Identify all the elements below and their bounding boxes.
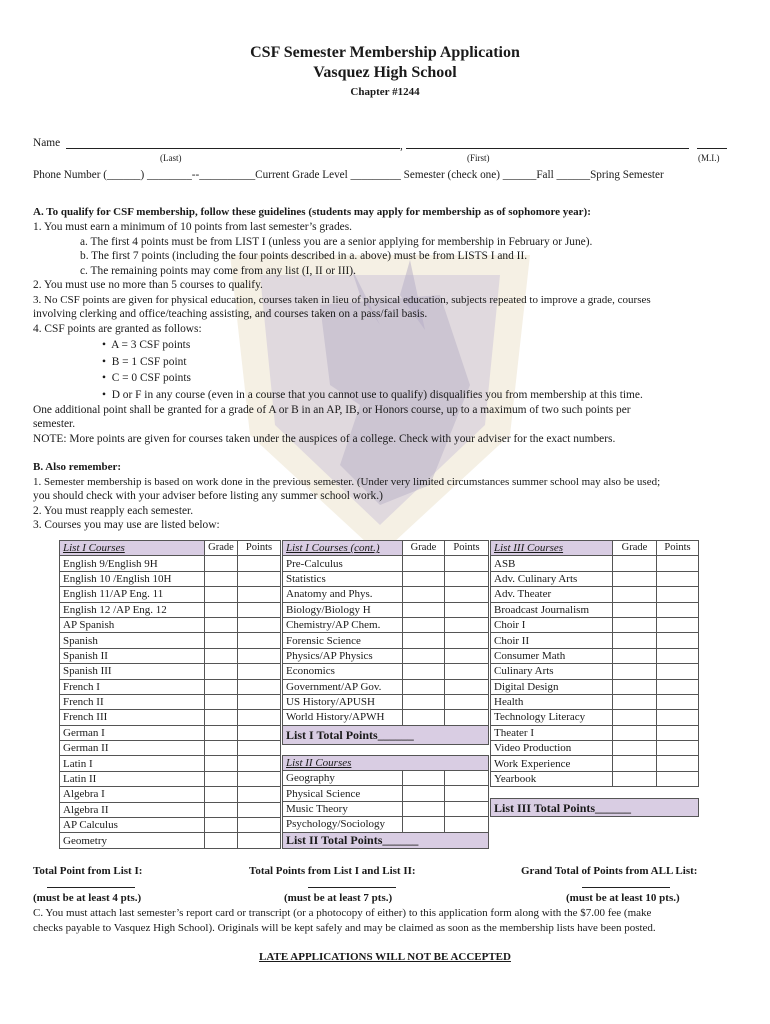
section-a-line-2: 2. You must use no more than 5 courses to qualify. [33, 279, 263, 291]
table-row [491, 725, 699, 740]
list-1-points-cell[interactable] [238, 833, 281, 848]
list-3-points-cell[interactable] [657, 679, 699, 694]
grade-column-header: Grade [613, 541, 657, 556]
list-1-course: German II [60, 741, 205, 756]
table-row [60, 833, 281, 848]
table-row [283, 679, 489, 694]
list-3-points-cell[interactable] [657, 587, 699, 602]
grade-df-text: D or F in any course (even in a course that you cannot use to qualify) disqualifies you from membership at this time. [111, 389, 643, 401]
chapter-number: Chapter #1244 [350, 86, 420, 98]
grade-a-text: A = 3 CSF points [111, 339, 191, 351]
section-c-line-2: checks payable to Vasquez High School). Originals will be kept safely and may be claimed as soon as the membership lists have been posted. [33, 922, 656, 934]
table-row [60, 818, 281, 833]
list-1-cont-points-cell[interactable] [445, 602, 489, 617]
points-column-header: Points [238, 541, 281, 556]
table-row [491, 710, 699, 725]
list-3-grade-cell[interactable] [613, 725, 657, 740]
list-1-course: English 12 /AP Eng. 12 [60, 602, 205, 617]
list-1-grade-cell[interactable] [205, 741, 238, 756]
list-3-course: Work Experience [491, 756, 613, 771]
list-2-points-cell[interactable] [445, 771, 489, 786]
form-title: CSF Semester Membership Application [250, 44, 520, 61]
list-1-course: Latin I [60, 756, 205, 771]
list-1-points-cell[interactable] [238, 787, 281, 802]
list-1-cont-grade-cell[interactable] [403, 664, 445, 679]
table-row [60, 602, 281, 617]
list-1-2-minimum: (must be at least 7 pts.) [284, 892, 393, 904]
table-row [491, 617, 699, 632]
total-list-1-field[interactable] [47, 887, 135, 888]
list-3-grade-cell[interactable] [613, 617, 657, 632]
list-2-course: Psychology/Sociology [283, 817, 403, 832]
first-name-caption: (First) [467, 153, 490, 163]
list-3-course: Health [491, 694, 613, 709]
list-1-points-cell[interactable] [238, 741, 281, 756]
list-2-grade-cell[interactable] [403, 817, 445, 832]
table-row [60, 664, 281, 679]
list-3-points-cell[interactable] [657, 771, 699, 786]
list-3-points-cell[interactable] [657, 571, 699, 586]
list-1b-2-table [282, 540, 489, 849]
list-1-cont-points-cell[interactable] [445, 587, 489, 602]
list-1-points-cell[interactable] [238, 633, 281, 648]
list-1-grade-cell[interactable] [205, 725, 238, 740]
list-3-points-cell[interactable] [657, 694, 699, 709]
list-3-course: Adv. Theater [491, 587, 613, 602]
list-1-cont-points-cell[interactable] [445, 617, 489, 632]
list-1-grade-cell[interactable] [205, 818, 238, 833]
section-a-line-3-cont: involving clerking and office/teaching assisting, and courses taken on a pass/fail basis. [33, 308, 428, 320]
table-row [60, 802, 281, 817]
name-label: Name [33, 137, 61, 149]
list-2-grade-cell[interactable] [403, 786, 445, 801]
table-row [491, 664, 699, 679]
section-b-line-3: 3. Courses you may use are listed below: [33, 519, 220, 531]
table-row [491, 571, 699, 586]
list-1-grade-cell[interactable] [205, 679, 238, 694]
list-1-cont-course: Chemistry/AP Chem. [283, 617, 403, 632]
list-3-points-cell[interactable] [657, 556, 699, 571]
list-1-course: French II [60, 694, 205, 709]
grade-c-text: C = 0 CSF points [111, 372, 191, 384]
section-a-line-1a: a. The first 4 points must be from LIST I (unless you are a senior applying for membership in February or June). [80, 236, 593, 248]
list-1-grade-cell[interactable] [205, 664, 238, 679]
list-1-cont-grade-cell[interactable] [403, 633, 445, 648]
table-row [60, 648, 281, 663]
list-1-grade-cell[interactable] [205, 833, 238, 848]
section-a-line-3: 3. No CSF points are given for physical education, courses taken in lieu of physical education, subjects repeated to improve a grade, courses [33, 294, 651, 306]
table-row [283, 556, 489, 571]
list-3-grade-cell[interactable] [613, 633, 657, 648]
table-row [283, 771, 489, 786]
middle-initial-caption: (M.I.) [698, 153, 720, 163]
list-2-points-cell[interactable] [445, 786, 489, 801]
list-1-grade-cell[interactable] [205, 694, 238, 709]
points-column-header: Points [657, 541, 699, 556]
list-1-cont-grade-cell[interactable] [403, 571, 445, 586]
list-1-course: Spanish [60, 633, 205, 648]
list-1-cont-grade-cell[interactable] [403, 694, 445, 709]
list-1-cont-course: Anatomy and Phys. [283, 587, 403, 602]
list-1-grade-cell[interactable] [205, 802, 238, 817]
table-row [283, 694, 489, 709]
list-1-points-cell[interactable] [238, 664, 281, 679]
list-1-course: Spanish II [60, 648, 205, 663]
points-column-header: Points [445, 541, 489, 556]
list-3-grade-cell[interactable] [613, 556, 657, 571]
list-2-course: Geography [283, 771, 403, 786]
list-3-points-cell[interactable] [657, 633, 699, 648]
list-1-points-cell[interactable] [238, 756, 281, 771]
table-row [283, 786, 489, 801]
list-1-cont-points-cell[interactable] [445, 664, 489, 679]
note-line: NOTE: More points are given for courses taken under the auspices of a college. Check with your adviser for the exact numbers. [33, 433, 616, 445]
table-row [60, 633, 281, 648]
table-row [60, 710, 281, 725]
list-3-points-cell[interactable] [657, 725, 699, 740]
list-3-grade-cell[interactable] [613, 648, 657, 663]
table-row [491, 587, 699, 602]
list-3-table [490, 540, 699, 817]
list-1-cont-course: US History/APUSH [283, 694, 403, 709]
list-1-cont-points-cell[interactable] [445, 694, 489, 709]
section-b-line-2: 2. You must reapply each semester. [33, 505, 194, 517]
list-3-points-cell[interactable] [657, 648, 699, 663]
list-1-grade-cell[interactable] [205, 602, 238, 617]
grade-a-bullet: • A = 3 CSF points [102, 339, 191, 351]
list-3-header: List III Courses [491, 541, 613, 556]
list-3-total[interactable]: List III Total Points______ [491, 799, 699, 817]
list-3-course: Broadcast Journalism [491, 602, 613, 617]
list-1-points-cell[interactable] [238, 679, 281, 694]
list-1-grade-cell[interactable] [205, 771, 238, 786]
list-1-points-cell[interactable] [238, 694, 281, 709]
table-row [60, 725, 281, 740]
table-row [283, 817, 489, 832]
list-1-course: English 9/English 9H [60, 556, 205, 571]
table-row [60, 694, 281, 709]
list-3-course: Adv. Culinary Arts [491, 571, 613, 586]
table-row [491, 633, 699, 648]
list-3-points-cell[interactable] [657, 741, 699, 756]
list-1-cont-points-cell[interactable] [445, 556, 489, 571]
grade-c-bullet: • C = 0 CSF points [102, 372, 191, 384]
list-1-grade-cell[interactable] [205, 648, 238, 663]
list-1-grade-cell[interactable] [205, 756, 238, 771]
list-1-cont-grade-cell[interactable] [403, 648, 445, 663]
section-b-heading: B. Also remember: [33, 461, 122, 473]
grade-b-bullet: • B = 1 CSF point [102, 356, 187, 368]
section-c-line-1: C. You must attach last semester’s report card or transcript (or a photocopy of either) to this application form along with the $7.00 fee (make [33, 907, 652, 919]
list-3-grade-cell[interactable] [613, 679, 657, 694]
list-1-course: German I [60, 725, 205, 740]
list-1-cont-course: Statistics [283, 571, 403, 586]
list-1-grade-cell[interactable] [205, 617, 238, 632]
list-3-grade-cell[interactable] [613, 664, 657, 679]
list-1-points-cell[interactable] [238, 725, 281, 740]
table-row [283, 617, 489, 632]
table-row [491, 602, 699, 617]
list-3-grade-cell[interactable] [613, 587, 657, 602]
list-1-cont-points-cell[interactable] [445, 571, 489, 586]
list-1-cont-grade-cell[interactable] [403, 556, 445, 571]
table-row [491, 679, 699, 694]
table-row [60, 556, 281, 571]
list-1-course: Spanish III [60, 664, 205, 679]
list-1-grade-cell[interactable] [205, 787, 238, 802]
list-3-course: Culinary Arts [491, 664, 613, 679]
table-row [283, 664, 489, 679]
table-row [491, 771, 699, 786]
school-name: Vasquez High School [313, 64, 457, 81]
table-row [491, 694, 699, 709]
list-1-grade-cell[interactable] [205, 587, 238, 602]
list-3-grade-cell[interactable] [613, 756, 657, 771]
list-1-minimum: (must be at least 4 pts.) [33, 892, 142, 904]
table-row [60, 617, 281, 632]
name-comma: , [400, 140, 403, 152]
grand-total-label: Grand Total of Points from ALL List: [521, 865, 698, 877]
table-row [283, 602, 489, 617]
list-3-course: Video Production [491, 741, 613, 756]
list-1-points-cell[interactable] [238, 648, 281, 663]
list-2-points-cell[interactable] [445, 817, 489, 832]
list-1-cont-course: World History/APWH [283, 710, 403, 725]
list-1-points-cell[interactable] [238, 802, 281, 817]
list-1-grade-cell[interactable] [205, 633, 238, 648]
list-3-points-cell[interactable] [657, 710, 699, 725]
list-3-grade-cell[interactable] [613, 741, 657, 756]
list-1-course: English 11/AP Eng. 11 [60, 587, 205, 602]
list-2-header: List II Courses [283, 755, 489, 770]
list-3-grade-cell[interactable] [613, 694, 657, 709]
phone-grade-semester-row[interactable]: Phone Number (______) ________--__________Current Grade Level _________ Semester (check one) ______Fall ______Spring Semester [33, 169, 664, 181]
list-2-course: Music Theory [283, 801, 403, 816]
list-3-points-cell[interactable] [657, 617, 699, 632]
list-1-cont-points-cell[interactable] [445, 679, 489, 694]
list-1-points-cell[interactable] [238, 710, 281, 725]
list-1-cont-grade-cell[interactable] [403, 587, 445, 602]
grand-total-field[interactable] [582, 887, 670, 888]
additional-point-line: One additional point shall be granted for a grade of A or B in an AP, IB, or Honors course, up to a maximum of two such points per [33, 404, 631, 416]
list-1-points-cell[interactable] [238, 617, 281, 632]
list-3-course: ASB [491, 556, 613, 571]
list-1-cont-course: Forensic Science [283, 633, 403, 648]
list-3-course: Yearbook [491, 771, 613, 786]
list-1-grade-cell[interactable] [205, 571, 238, 586]
grade-column-header: Grade [205, 541, 238, 556]
grade-df-bullet: • D or F in any course (even in a course that you cannot use to qualify) disqualifies you from membership at this time. [102, 389, 643, 401]
list-1-points-cell[interactable] [238, 556, 281, 571]
additional-point-line-cont: semester. [33, 418, 76, 430]
table-row [283, 710, 489, 725]
table-row [60, 741, 281, 756]
list-3-course: Choir I [491, 617, 613, 632]
list-1-cont-grade-cell[interactable] [403, 679, 445, 694]
list-1-cont-course: Government/AP Gov. [283, 679, 403, 694]
list-1-cont-course: Biology/Biology H [283, 602, 403, 617]
list-3-grade-cell[interactable] [613, 571, 657, 586]
list-1-grade-cell[interactable] [205, 710, 238, 725]
grand-total-minimum: (must be at least 10 pts.) [566, 892, 680, 904]
table-row [60, 771, 281, 786]
table-row [491, 741, 699, 756]
list-1-points-cell[interactable] [238, 571, 281, 586]
table-row [283, 587, 489, 602]
section-a-line-1b: b. The first 7 points (including the four points described in a. above) must be from LISTS I and II. [80, 250, 528, 262]
list-3-grade-cell[interactable] [613, 602, 657, 617]
list-1-course: Algebra I [60, 787, 205, 802]
spacer [283, 744, 489, 755]
list-1-course: AP Spanish [60, 617, 205, 632]
total-list-1-label: Total Point from List I: [33, 865, 143, 877]
table-row [283, 633, 489, 648]
spacer [491, 787, 699, 799]
section-a-line-4: 4. CSF points are granted as follows: [33, 323, 202, 335]
list-1-course: AP Calculus [60, 818, 205, 833]
last-name-field[interactable] [66, 148, 400, 149]
list-3-points-cell[interactable] [657, 602, 699, 617]
list-1-table [59, 540, 281, 849]
list-2-grade-cell[interactable] [403, 801, 445, 816]
list-2-grade-cell[interactable] [403, 771, 445, 786]
list-1-cont-grade-cell[interactable] [403, 710, 445, 725]
list-1-points-cell[interactable] [238, 818, 281, 833]
grade-b-text: B = 1 CSF point [111, 356, 187, 368]
list-1-course: French I [60, 679, 205, 694]
list-1-cont-points-cell[interactable] [445, 648, 489, 663]
list-1-course: Geometry [60, 833, 205, 848]
list-1-course: Latin II [60, 771, 205, 786]
table-row [60, 679, 281, 694]
late-applications-notice: LATE APPLICATIONS WILL NOT BE ACCEPTED [259, 951, 511, 963]
list-2-points-cell[interactable] [445, 801, 489, 816]
section-a-line-1: 1. You must earn a minimum of 10 points from last semester’s grades. [33, 221, 353, 233]
list-1-cont-course: Pre-Calculus [283, 556, 403, 571]
list-1-course: Algebra II [60, 802, 205, 817]
list-1-cont-header: List I Courses (cont.) [283, 541, 403, 556]
table-row [491, 556, 699, 571]
list-3-course: Digital Design [491, 679, 613, 694]
total-list-1-2-label: Total Points from List I and List II: [249, 865, 416, 877]
table-row [283, 571, 489, 586]
list-3-course: Consumer Math [491, 648, 613, 663]
list-1-total[interactable]: List I Total Points______ [283, 725, 489, 744]
grade-column-header: Grade [403, 541, 445, 556]
list-1-points-cell[interactable] [238, 587, 281, 602]
section-a-heading: A. To qualify for CSF membership, follow these guidelines (students may apply for membership as of sophomore year): [33, 206, 591, 218]
list-1-cont-grade-cell[interactable] [403, 602, 445, 617]
list-1-cont-course: Physics/AP Physics [283, 648, 403, 663]
table-row [491, 648, 699, 663]
section-b-line-1: 1. Semester membership is based on work done in the previous semester. (Under very limited circumstances summer school may also be used; [33, 476, 661, 488]
list-3-grade-cell[interactable] [613, 771, 657, 786]
list-2-course: Physical Science [283, 786, 403, 801]
list-3-course: Technology Literacy [491, 710, 613, 725]
table-row [283, 801, 489, 816]
list-1-course: French III [60, 710, 205, 725]
list-1-cont-points-cell[interactable] [445, 710, 489, 725]
list-3-grade-cell[interactable] [613, 710, 657, 725]
list-1-cont-course: Economics [283, 664, 403, 679]
middle-initial-field[interactable] [697, 148, 727, 149]
list-1-header: List I Courses [60, 541, 205, 556]
table-row [60, 756, 281, 771]
table-row [283, 648, 489, 663]
table-row [60, 787, 281, 802]
table-row [60, 587, 281, 602]
list-1-grade-cell[interactable] [205, 556, 238, 571]
list-1-cont-points-cell[interactable] [445, 633, 489, 648]
list-3-course: Theater I [491, 725, 613, 740]
section-b-line-1-cont: you should check with your adviser before listing any summer school work.) [33, 490, 383, 502]
list-1-points-cell[interactable] [238, 602, 281, 617]
total-list-1-2-field[interactable] [308, 887, 396, 888]
list-3-points-cell[interactable] [657, 756, 699, 771]
list-1-cont-grade-cell[interactable] [403, 617, 445, 632]
list-1-course: English 10 /English 10H [60, 571, 205, 586]
list-3-points-cell[interactable] [657, 664, 699, 679]
table-row [491, 756, 699, 771]
list-1-points-cell[interactable] [238, 771, 281, 786]
first-name-field[interactable] [406, 148, 689, 149]
table-row [60, 571, 281, 586]
list-2-total[interactable]: List II Total Points______ [283, 832, 489, 848]
section-a-line-1c: c. The remaining points may come from any list (I, II or III). [80, 265, 356, 277]
last-name-caption: (Last) [160, 153, 182, 163]
list-3-course: Choir II [491, 633, 613, 648]
